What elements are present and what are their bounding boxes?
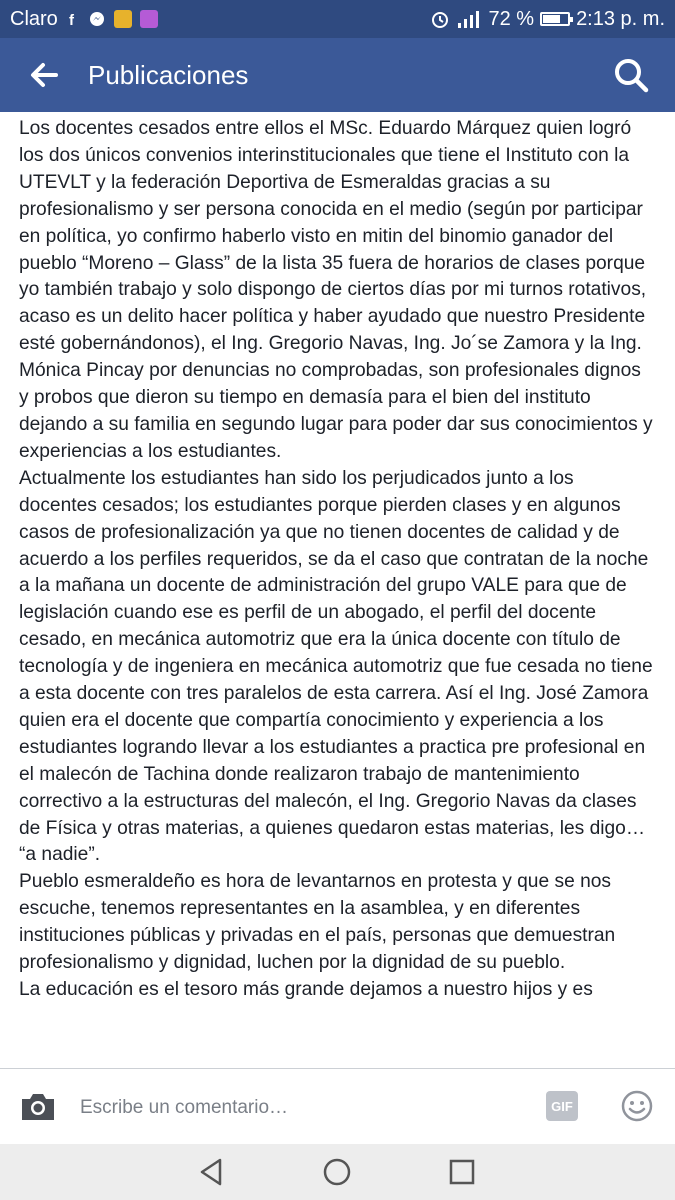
post-content[interactable] — [0, 112, 675, 1068]
clock: 2:13 p. m. — [576, 7, 665, 30]
carrier-name: Claro — [10, 7, 58, 30]
status-bar-right — [430, 0, 665, 38]
facebook-icon — [66, 10, 80, 28]
battery-percent: 72 % — [488, 7, 535, 30]
emoji-icon[interactable] — [620, 1089, 654, 1123]
status-bar — [0, 0, 675, 38]
back-triangle-icon[interactable] — [196, 1156, 228, 1188]
post-paragraph: Los docentes cesados entre ellos el MSc. Eduardo Márquez quien logró los dos únicos convenios interinstitucionales que tiene el Instituto con la UTEVLT y la federación Deportiva de Esmeraldas gracias a su profesionalismo y ser persona conocida en el medio (según por participar en política, yo confirmo haberlo visto en mitin del binomio ganador del pueblo “Moreno – Glass” de la lista 35 fuera de horarios de clases porque yo también trabajo y solo dispongo de ciertos días por mi turnos rotativos, acaso es un delito hacer política y haber ayudado que nuestro Presidente esté gobernándonos), el Ing. Gregorio Navas, Ing. Jo´se Zamora y la Ing. Mónica Pincay por denuncias no comprobadas, son profesionales dignos y probos que dieron su tiempo en demasía para el bien del instituto dejando a su familia en segundo lugar para poder dar sus conocimientos y experiencias a los estudiantes. — [19, 118, 653, 462]
comment-bar — [0, 1068, 675, 1145]
camera-icon[interactable] — [18, 1087, 58, 1127]
gif-button[interactable]: GIF — [546, 1091, 578, 1121]
post-paragraph: Pueblo esmeraldeño es hora de levantarnos en protesta y que se nos escuche, tenemos representantes en la asamblea, y en diferentes instituciones públicas y privadas en el país, personas que demuestran profesionalismo y dignidad, luchen por la dignidad de su pueblo. — [19, 871, 616, 974]
post-paragraph: Actualmente los estudiantes han sido los perjudicados junto a los docentes cesados; los estudiantes porque pierden clases y en algunos casos de profesionalización ya que no tienen docentes de calidad y de acuerdo a los perfiles requeridos, se da el caso que contratan de la noche a la mañana un docente de administración del grupo VALE para que de legislación cuando ese es perfil de un abogado, el perfil del docente cesado, en mecánica automotriz que era la única docente con título de tecnología y de ingeniera en mecánica automotriz que fue cesada no tiene a esta docente con tres paralelos de esta carrera. Así el Ing. José Zamora quien era el docente que compartía conocimiento y experiencia a los estudiantes logrando llevar a los estudiantes a practica pre profesional en el malecón de Tachina donde realizaron trabajo de mantenimiento correctivo a la estructuras del malecón, el Ing. Gregorio Navas da clases de Física y otras materias, a quienes quedaron estas materias, les digo… “a nadie”. — [19, 467, 653, 866]
status-bar-left — [10, 0, 158, 38]
home-circle-icon[interactable] — [321, 1156, 353, 1188]
page-title: Publicaciones — [88, 60, 249, 90]
comment-input[interactable] — [78, 1087, 522, 1129]
post-paragraph: La educación es el tesoro más grande dejamos a nuestro hijos y es — [19, 979, 593, 1000]
svg-text:f: f — [68, 12, 74, 28]
messenger-icon — [88, 10, 106, 28]
app-bar — [0, 38, 675, 112]
lock-app-icon — [114, 10, 132, 28]
recents-square-icon[interactable] — [446, 1156, 478, 1188]
battery-icon — [540, 12, 570, 26]
battery-fill — [543, 15, 560, 23]
alarm-icon — [430, 9, 450, 29]
back-arrow-icon[interactable] — [24, 55, 64, 95]
post-body — [0, 112, 675, 1004]
search-icon[interactable] — [611, 55, 651, 95]
signal-icon — [456, 9, 482, 29]
navigation-bar — [0, 1144, 675, 1200]
gallery-app-icon — [140, 10, 158, 28]
